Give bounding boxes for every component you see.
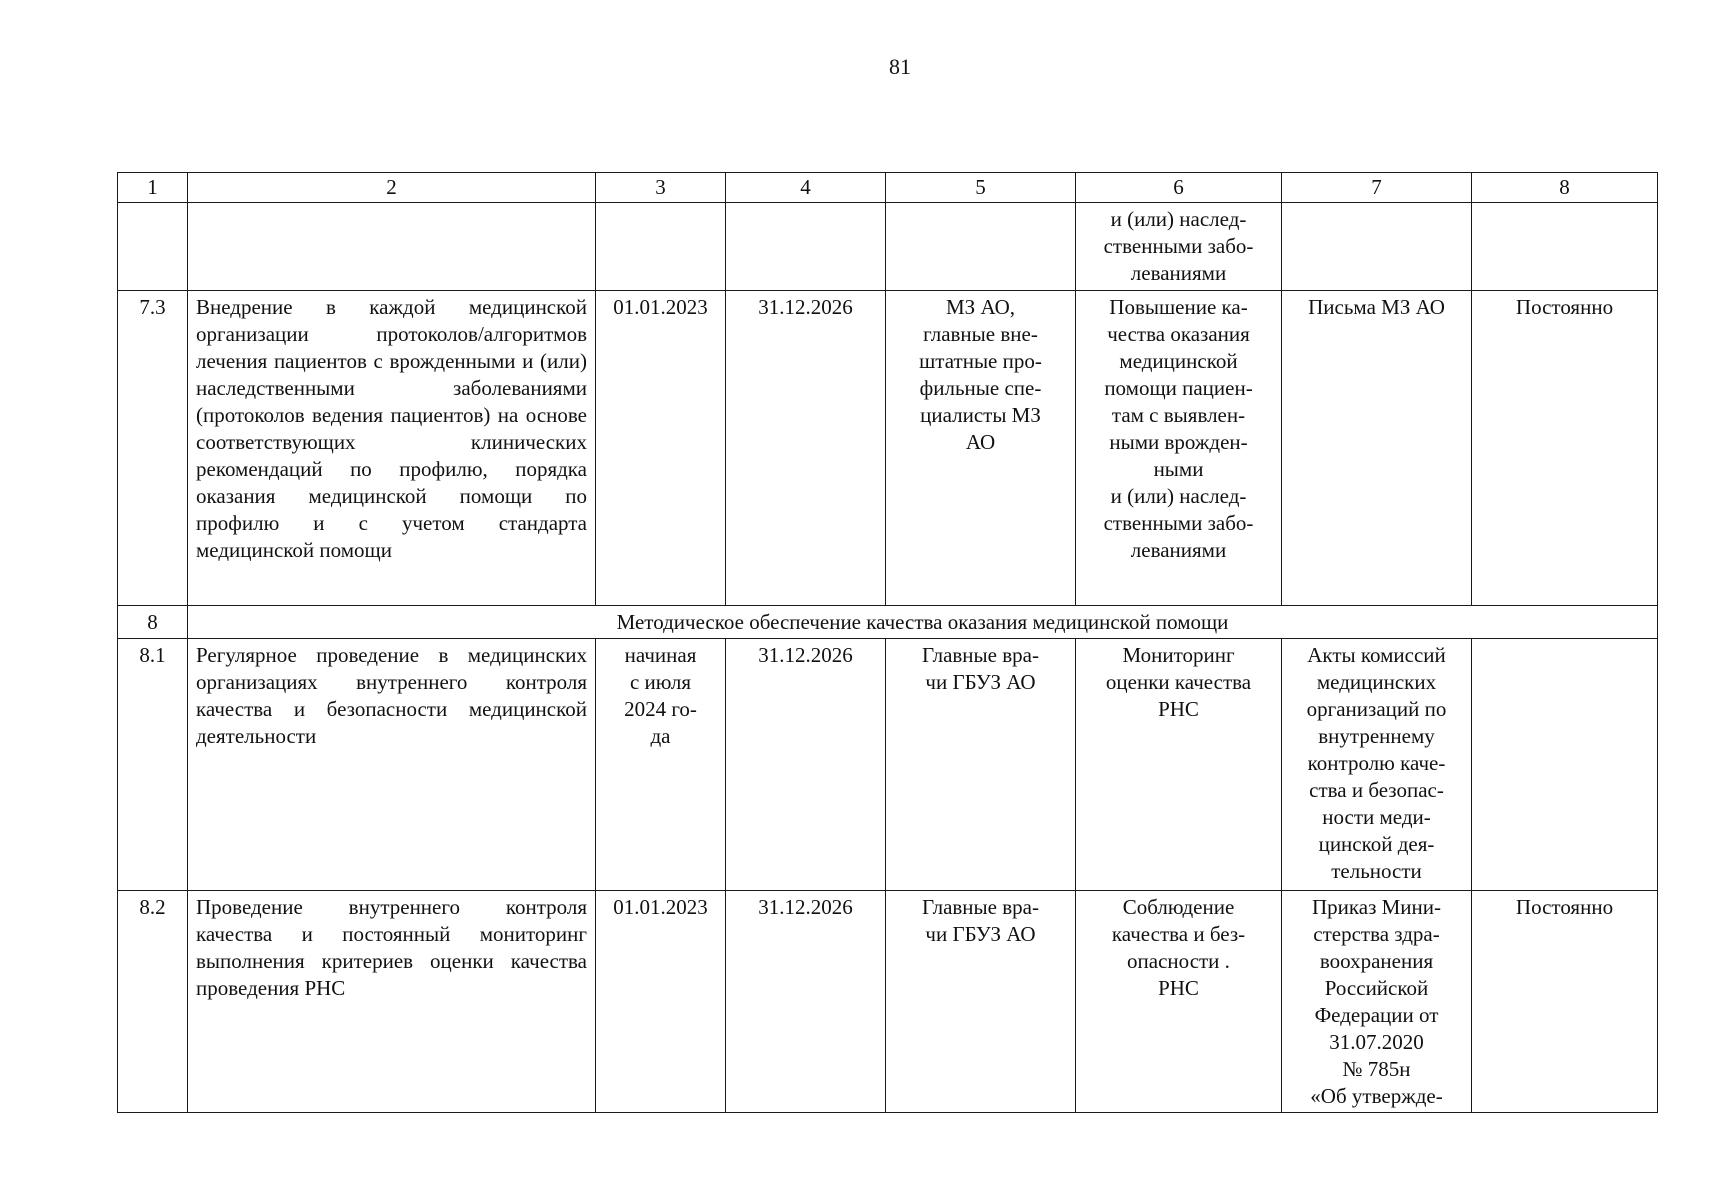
document-cell — [1282, 203, 1472, 291]
section-number: 8 — [118, 606, 188, 639]
result-cell: Соблюдение качества и без- опасности . РНС — [1076, 891, 1282, 1113]
responsible-cell: МЗ АО, главные вне- штатные про- фильные спе- циалисты МЗ АО — [886, 291, 1076, 606]
start-date-cell: 01.01.2023 — [596, 891, 726, 1113]
row-number: 8.1 — [118, 639, 188, 891]
frequency-cell: Постоянно — [1472, 291, 1658, 606]
frequency-cell: Постоянно — [1472, 891, 1658, 1113]
column-header: 2 — [188, 173, 596, 203]
section-title: Методическое обеспечение качества оказания медицинской помощи — [188, 606, 1658, 639]
column-header: 8 — [1472, 173, 1658, 203]
table-row — [118, 203, 1658, 291]
measure-cell — [188, 203, 596, 291]
column-header: 5 — [886, 173, 1076, 203]
result-cell: Повышение ка- чества оказания медицинской помощи пациен- там с выявлен- ными врожден- ными и (или) наслед- ственными забо- леваниями — [1076, 291, 1282, 606]
start-date-cell — [596, 203, 726, 291]
end-date-cell — [726, 203, 886, 291]
table-row — [118, 891, 1658, 1113]
row-number — [118, 203, 188, 291]
measures-table — [117, 172, 1658, 1113]
result-cell: и (или) наслед- ственными забо- леваниями — [1076, 203, 1282, 291]
end-date-cell: 31.12.2026 — [726, 891, 886, 1113]
responsible-cell: Главные вра- чи ГБУЗ АО — [886, 891, 1076, 1113]
column-header: 7 — [1282, 173, 1472, 203]
document-cell: Акты комиссий медицинских организаций по внутреннему контролю каче- ства и безопас- ности меди- цинской дея- тельности — [1282, 639, 1472, 891]
start-date-cell: 01.01.2023 — [596, 291, 726, 606]
column-header: 3 — [596, 173, 726, 203]
row-number: 7.3 — [118, 291, 188, 606]
start-date-cell: начиная с июля 2024 го- да — [596, 639, 726, 891]
measure-cell: Внедрение в каждой медицинской организации протоколов/алгоритмов лечения пациентов с врожденными и (или) наследственными заболеваниями (протоколов ведения пациентов) на основе соответствующих клинических рекомендаций по профилю, порядка оказания медицинской помощи по профилю и с учетом стандарта медицинской помощи — [188, 291, 596, 606]
frequency-cell — [1472, 639, 1658, 891]
section-row — [118, 606, 1658, 639]
table-row — [118, 291, 1658, 606]
responsible-cell — [886, 203, 1076, 291]
measure-cell: Проведение внутреннего контроля качества и постоянный мониторинг выполнения критериев оценки качества проведения РНС — [188, 891, 596, 1113]
responsible-cell: Главные вра- чи ГБУЗ АО — [886, 639, 1076, 891]
column-number-row — [118, 173, 1658, 203]
row-number: 8.2 — [118, 891, 188, 1113]
result-cell: Мониторинг оценки качества РНС — [1076, 639, 1282, 891]
document-cell: Приказ Мини- стерства здра- воохранения Российской Федерации от 31.07.2020 № 785н «Об утвержде- — [1282, 891, 1472, 1113]
document-cell: Письма МЗ АО — [1282, 291, 1472, 606]
table-row — [118, 639, 1658, 891]
end-date-cell: 31.12.2026 — [726, 639, 886, 891]
measure-cell: Регулярное проведение в медицинских организациях внутреннего контроля качества и безопасности медицинской деятельности — [188, 639, 596, 891]
frequency-cell — [1472, 203, 1658, 291]
end-date-cell: 31.12.2026 — [726, 291, 886, 606]
column-header: 6 — [1076, 173, 1282, 203]
page-number: 81 — [889, 54, 911, 79]
column-header: 1 — [118, 173, 188, 203]
column-header: 4 — [726, 173, 886, 203]
